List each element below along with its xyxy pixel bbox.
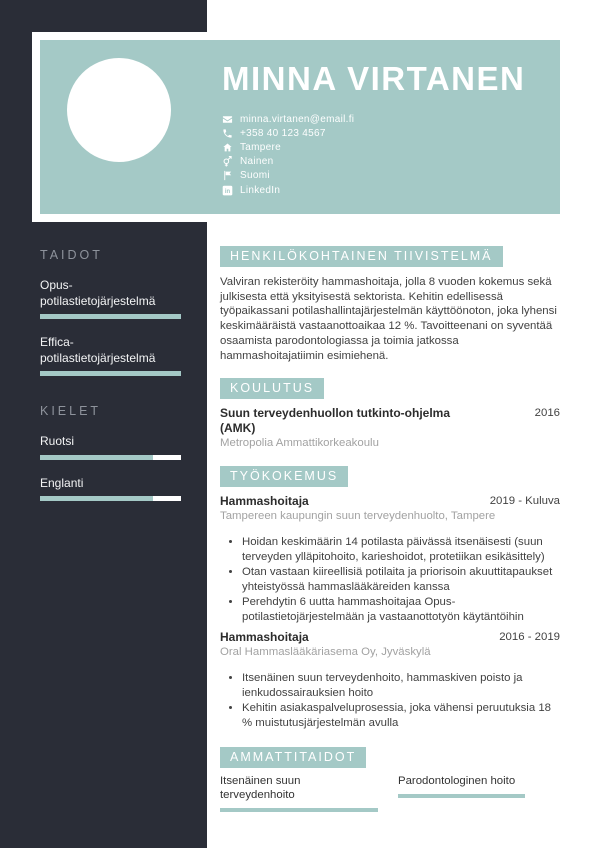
employer-name: Tampereen kaupungin suun terveydenhuolto, Tampere <box>220 510 496 523</box>
language-label: Englanti <box>40 475 84 490</box>
professional-skill <box>398 774 525 812</box>
contact-email <box>222 112 354 126</box>
skill-bar <box>40 314 181 319</box>
skill-label: Opus-potilastietojärjestelmä <box>40 278 156 308</box>
degree-date: 2016 <box>534 407 560 420</box>
phone-icon <box>222 128 233 139</box>
summary-text: Valviran rekisteröity hammashoitaja, jolla 8 vuoden kokemus sekä julkisesta että yksityisestä sektorista. Kehitin edellisessä työpaikassani potilashallintajärjestelmän käyttöönoton, joka lyhensi keskimääräistä vastaanottoaikaa 12 %. Tavoitteenani on syventää osaamista parodontologiassa ja toimia jatkossa hammashoitajatiimin esimiehenä. <box>220 276 557 362</box>
entry-head <box>220 630 560 645</box>
contact-location <box>222 140 354 154</box>
summary-heading: HENKILÖKOHTAINEN TIIVISTELMÄ <box>220 246 503 267</box>
contact-phone <box>222 126 354 140</box>
professional-skill-label: Itsenäinen suun terveydenhoito <box>220 775 301 802</box>
language-bar <box>40 455 181 460</box>
experience-heading: TYÖKOKEMUS <box>220 466 348 487</box>
contact-text[interactable]: minna.virtanen@email.fi <box>240 113 355 125</box>
professional-skill <box>220 774 378 812</box>
home-icon <box>222 142 233 153</box>
education-entry <box>220 406 560 450</box>
contact-text[interactable]: LinkedIn <box>240 184 281 196</box>
skill-bar-fill <box>40 314 181 319</box>
sidebar-skill-item <box>40 335 181 376</box>
sidebar-heading-skills: TAIDOT <box>40 248 103 262</box>
language-bar-fill <box>40 455 153 460</box>
sidebar-skill-item <box>40 278 181 319</box>
contact-text: Nainen <box>240 156 274 168</box>
skill-label: Effica-potilastietojärjestelmä <box>40 335 156 365</box>
skill-bar <box>40 371 181 376</box>
job-bullet: • Kehitin asiakaspalveluprosessia, joka vähensi peruutuksia 18 % muistutusjärjestelmän avulla <box>242 701 560 731</box>
email-icon <box>222 114 233 125</box>
language-label: Ruotsi <box>40 434 75 448</box>
experience-entry <box>220 630 560 731</box>
contact-nationality <box>222 169 354 183</box>
job-title: Hammashoitaja <box>220 630 309 645</box>
contact-text: Tampere <box>240 141 282 153</box>
professional-skill-label: Parodontologinen hoito <box>398 775 516 788</box>
sidebar-language-item <box>40 476 181 502</box>
experience-section <box>220 466 560 731</box>
job-date: 2019 - Kuluva <box>489 495 560 508</box>
person-name: MINNA VIRTANEN <box>222 60 526 97</box>
experience-entry <box>220 494 560 625</box>
job-bullet-list <box>220 535 560 625</box>
skill-bar-fill <box>40 371 181 376</box>
professional-skill-bar <box>398 794 525 798</box>
sidebar-language-item <box>40 434 181 460</box>
linkedin-icon <box>222 185 233 196</box>
sidebar-heading-languages: KIELET <box>40 404 102 418</box>
contact-text: Suomi <box>240 170 270 182</box>
svg-text:in: in <box>224 188 231 195</box>
header-band <box>40 40 560 214</box>
education-section <box>220 378 560 450</box>
job-date: 2016 - 2019 <box>499 631 560 644</box>
gender-icon <box>222 156 233 167</box>
avatar <box>67 58 171 162</box>
school-name: Metropolia Ammattikorkeakoulu <box>220 437 379 450</box>
employer-name: Oral Hammaslääkäriasema Oy, Jyväskylä <box>220 646 431 659</box>
contact-text: +358 40 123 4567 <box>240 127 326 139</box>
language-bar <box>40 496 181 501</box>
contact-list <box>222 112 354 197</box>
language-bar-fill <box>40 496 153 501</box>
job-bullet-list <box>220 671 560 731</box>
professional-skill-bar <box>220 808 378 812</box>
job-bullet: • Hoidan keskimäärin 14 potilasta päivässä itsenäisesti (suun terveyden ylläpitohoito, karieshoidot, protetiikan esikäsittely) <box>242 535 560 565</box>
header-band-frame <box>32 32 568 222</box>
summary-section <box>220 246 560 363</box>
entry-head <box>220 494 560 509</box>
degree-title: Suun terveydenhuollon tutkinto-ohjelma (AMK) <box>220 406 451 436</box>
sidebar-content <box>40 248 181 501</box>
entry-head <box>220 406 560 436</box>
main-column <box>220 246 560 812</box>
education-heading: KOULUTUS <box>220 378 324 399</box>
flag-icon <box>222 170 233 181</box>
job-bullet: • Perehdytin 6 uutta hammashoitajaa Opus-potilastietojärjestelmään ja vastaanottotyön käytäntöihin <box>242 595 560 625</box>
professional-skills-section <box>220 747 560 812</box>
job-bullet: • Otan vastaan kiireellisiä potilaita ja priorisoin akuuttitapaukset yhteistyössä hammaslääkäreiden kanssa <box>242 565 560 595</box>
professional-skills-heading: AMMATTITAIDOT <box>220 747 366 768</box>
professional-skills-row <box>220 774 560 812</box>
job-bullet: • Itsenäinen suun terveydenhoito, hammaskiven poisto ja ienkudossairauksien hoito <box>242 671 560 701</box>
contact-linkedin <box>222 183 354 197</box>
job-title: Hammashoitaja <box>220 494 309 509</box>
contact-gender <box>222 155 354 169</box>
